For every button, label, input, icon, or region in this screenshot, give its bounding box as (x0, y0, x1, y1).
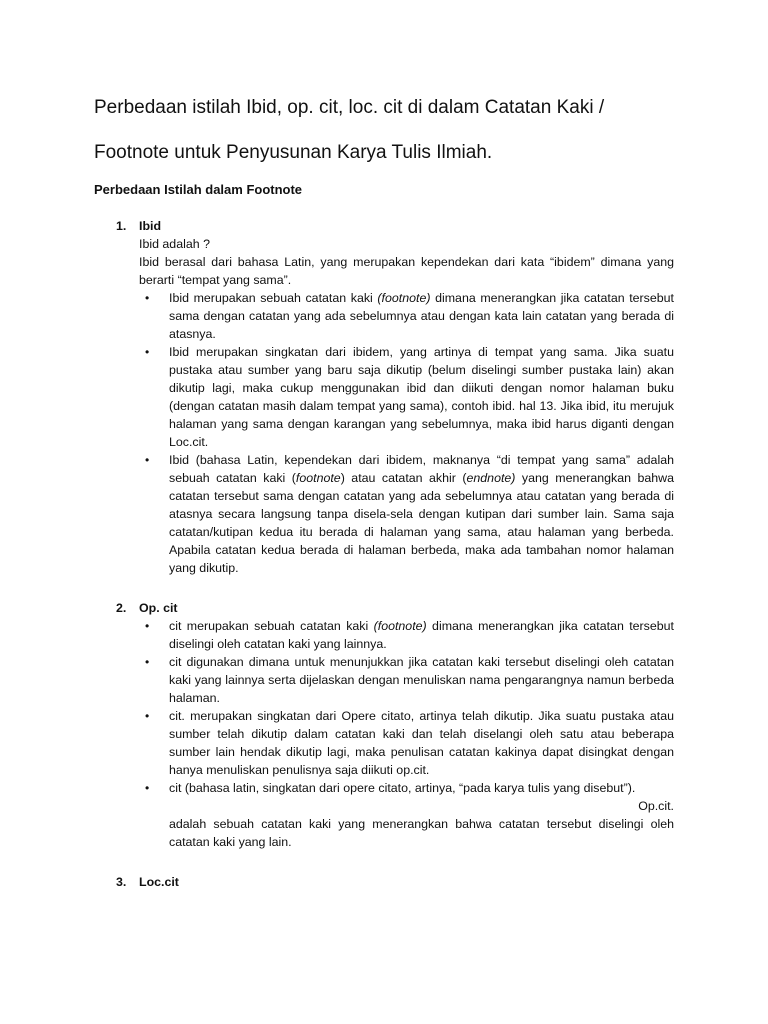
list-item-text: Ibid merupakan singkatan dari ibidem, yang artinya di tempat yang sama. Jika suatu pustaka atau sumber yang baru saja dikutip (belum diselingi sumber pustaka lain) akan dikutip lagi, maka cukup menggunakan ibid dan diikuti dengan nomor halaman buku (dengan catatan masih dalam tempat yang sama), contoh ibid. hal 13. Jika ibid, itu merujuk halaman yang sama dengan karangan yang sebelumnya, maka ibid harus diganti dengan Loc.cit. (169, 345, 674, 449)
section-subheading: Perbedaan Istilah dalam Footnote (94, 182, 303, 197)
section-loc-cit (94, 873, 674, 891)
intro-question: Ibid adalah ? (139, 237, 210, 251)
list-item-emphasis: (footnote) (377, 291, 431, 305)
bullet-icon: • (145, 345, 150, 359)
list-item-text: cit. merupakan singkatan dari Opere citato, artinya telah dikutip. Jika suatu pustaka atau sumber telah dikutip dalam catatan kaki dan telah diselangi oleh satu atau beberapa sumber lain hendak dikutip lagi, maka penulisan catatan kakinya dapat disingkat dengan hanya menuliskan penulisnya saja diikuti op.cit. (169, 709, 674, 777)
section-number: 3. (116, 875, 127, 889)
bullet-icon: • (145, 619, 150, 633)
op-cit-line (169, 797, 674, 815)
list-item-text: Ibid (bahasa Latin, kependekan dari ibidem, maknanya “di tempat yang sama” adalah sebuah catatan kaki ( (169, 453, 674, 485)
intro-paragraph: Ibid berasal dari bahasa Latin, yang merupakan kependekan dari kata “ibidem” dimana yang berarti “tempat yang sama”. (139, 255, 674, 287)
section-title: Ibid (139, 219, 162, 233)
section-number: 2. (116, 601, 127, 615)
list-item-text: adalah sebuah catatan kaki yang menerangkan bahwa catatan tersebut diselingi oleh catatan kaki yang lain. (169, 817, 674, 849)
section-number: 1. (116, 219, 127, 233)
bullet-list (139, 617, 674, 851)
bullet-icon: • (145, 453, 150, 467)
list-item (139, 343, 674, 451)
list-item-text: yang menerangkan bahwa catatan tersebut sama dengan catatan yang ada sebelumnya atau catatan yang berada di atasnya secara langsung tanpa disela-sela dengan kutipan dari sumber lain. Sama saja catatan/kutipan kedua itu berada di halaman yang sama, atau halaman yang berbeda. Apabila catatan kedua berada di halaman berbeda, maka ada tambahan nomor halaman yang dikutip. (169, 471, 675, 575)
bullet-icon: • (145, 291, 150, 305)
section-ibid (94, 217, 674, 577)
list-item (139, 779, 674, 851)
document-title-line-2: Footnote untuk Penyusunan Karya Tulis Ilmiah. (94, 142, 493, 163)
list-item-emphasis: footnote (295, 471, 341, 485)
list-item (139, 451, 674, 577)
list-item-text: dimana menerangkan jika catatan tersebut sama dengan catatan yang ada sebelumnya atau dengan kata lain catatan yang berada di atasnya. (169, 291, 674, 341)
list-item-text: ) atau catatan akhir ( (340, 471, 467, 485)
list-item-text: cit digunakan dimana untuk menunjukkan jika catatan kaki tersebut diselingi oleh catatan kaki yang lainnya serta dijelaskan dengan menuliskan nama pengarangnya namun berbeda halaman. (169, 655, 674, 705)
list-item (139, 617, 674, 653)
list-item (139, 707, 674, 779)
list-item (139, 289, 674, 343)
list-item-text: Op.cit. (638, 799, 674, 813)
document-page (94, 96, 674, 891)
list-item-text: cit (bahasa latin, singkatan dari opere citato, artinya, “pada karya tulis yang disebut”). (169, 781, 636, 795)
bullet-icon: • (145, 655, 150, 669)
bullet-list (139, 289, 674, 577)
list-item-text: cit merupakan sebuah catatan kaki (169, 619, 374, 633)
bullet-icon: • (145, 709, 150, 723)
list-item-emphasis: (footnote) (373, 619, 427, 633)
document-title-line-1: Perbedaan istilah Ibid, op. cit, loc. cit di dalam Catatan Kaki / (94, 97, 605, 118)
bullet-icon: • (145, 781, 150, 795)
section-title: Loc.cit (139, 875, 179, 889)
section-op-cit (94, 599, 674, 851)
list-item-emphasis: endnote) (466, 471, 516, 485)
section-title: Op. cit (139, 601, 178, 615)
list-item-text: Ibid merupakan sebuah catatan kaki (169, 291, 378, 305)
list-item (139, 653, 674, 707)
list-item-text: dimana menerangkan jika catatan tersebut diselingi oleh catatan kaki yang lainnya. (169, 619, 674, 651)
